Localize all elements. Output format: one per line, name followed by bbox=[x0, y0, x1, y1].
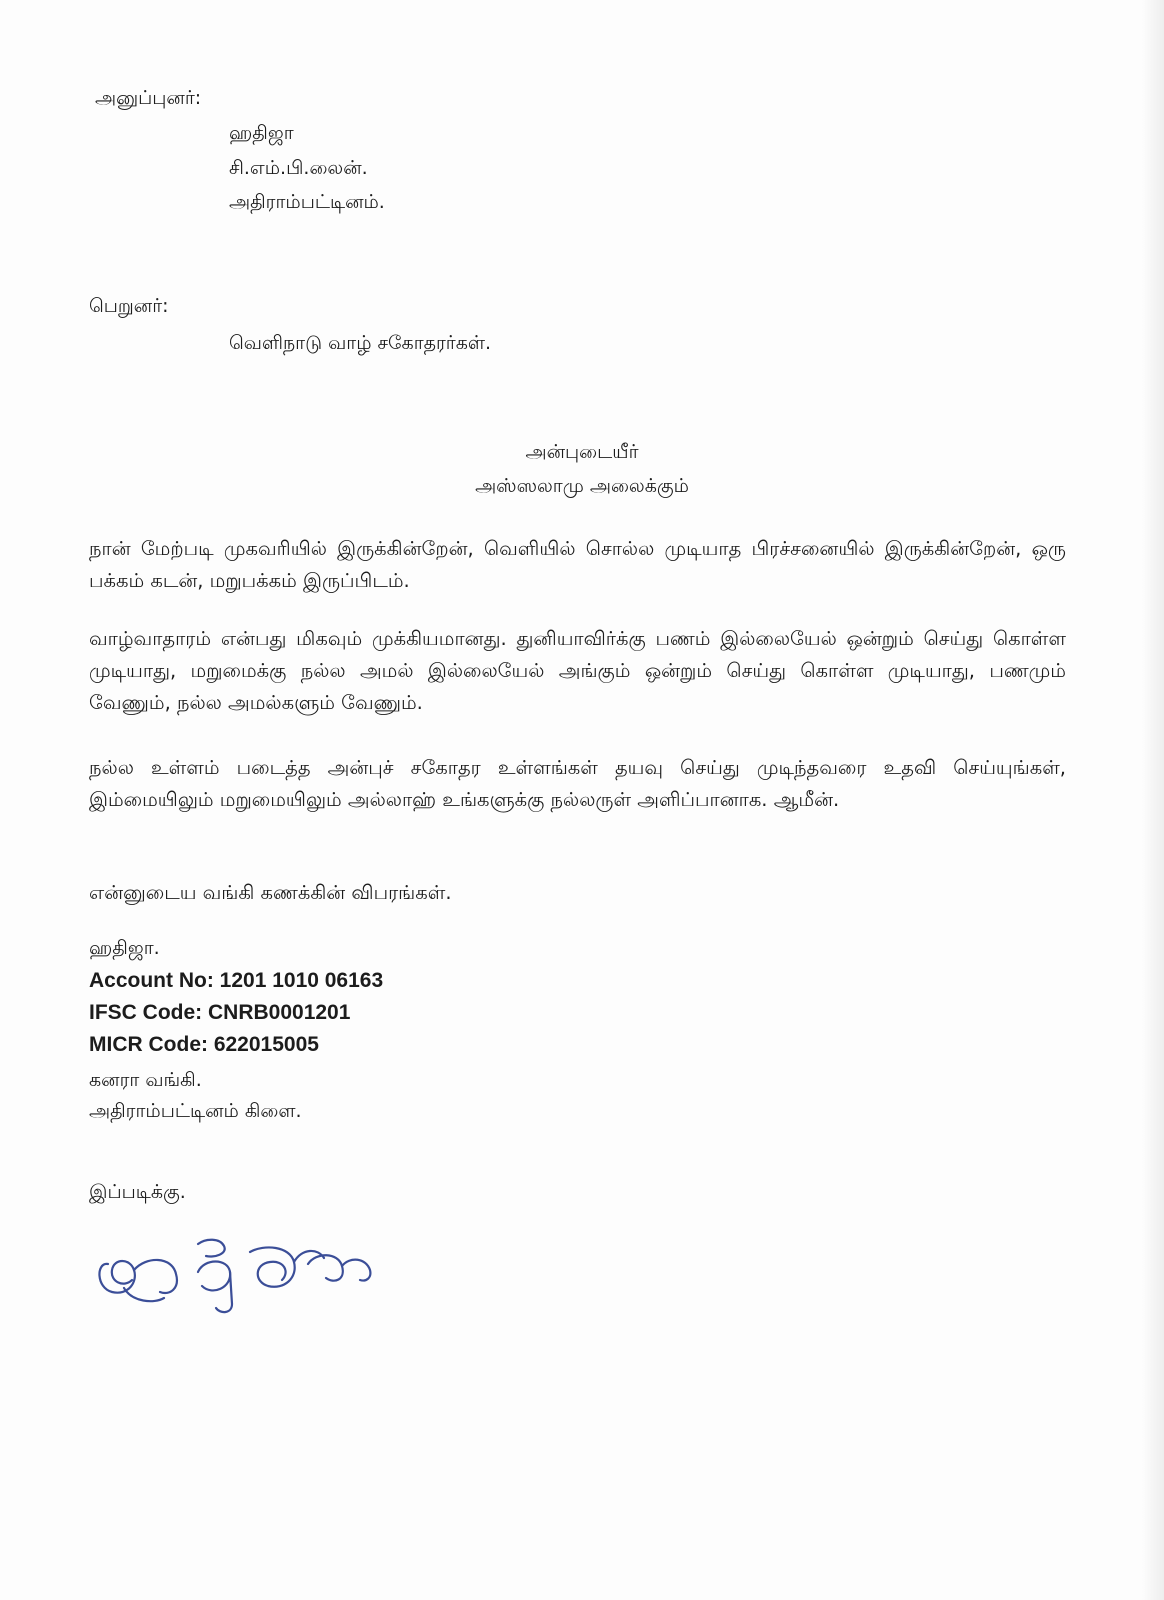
micr-code: MICR Code: 622015005 bbox=[89, 1033, 319, 1056]
sender-street: சி.எம்.பி.லைன். bbox=[229, 157, 368, 179]
body-paragraph-4: என்னுடைய வங்கி கணக்கின் விபரங்கள். bbox=[89, 881, 452, 904]
sender-name: ஹதிஜா bbox=[229, 122, 294, 144]
signature-stroke bbox=[342, 1260, 370, 1281]
recipient-label: பெறுனர்: bbox=[89, 295, 169, 317]
signature-stroke bbox=[216, 1272, 232, 1312]
body-paragraph-2: வாழ்வாதாரம் என்பது மிகவும் முக்கியமானது. துனியாவிர்க்கு பணம் இல்லையேல் ஒன்றும் செய்து கொள்ள முடியாது, மறுமைக்கு நல்ல அமல் இல்லையேல் அங்கும் ஒன்றும் செய்து கொள்ள முடியாது, பணமும் வேணும், நல்ல அமல்களும் வேணும். bbox=[89, 627, 1066, 714]
handwritten-signature bbox=[94, 1222, 384, 1322]
bank-branch: அதிராம்பட்டினம் கிளை. bbox=[89, 1100, 302, 1122]
page-edge-shadow bbox=[1142, 0, 1164, 1600]
sender-town: அதிராம்பட்டினம். bbox=[229, 191, 385, 213]
account-number: Account No: 1201 1010 06163 bbox=[89, 969, 384, 992]
greeting-line-1: அன்புடையீர் bbox=[525, 441, 639, 463]
signature-stroke bbox=[250, 1247, 295, 1286]
bank-name: கனரா வங்கி. bbox=[89, 1069, 202, 1091]
recipient-name: வெளிநாடு வாழ் சகோதரர்கள். bbox=[229, 332, 492, 354]
body-paragraph-1: நான் மேற்படி முகவரியில் இருக்கின்றேன், வெளியில் சொல்ல முடியாத பிரச்சனையில் இருக்கின்றேன், ஒரு பக்கம் கடன், மறுபக்கம் இருப்பிடம். bbox=[89, 537, 1066, 592]
signature-stroke bbox=[198, 1262, 230, 1291]
signature-stroke bbox=[308, 1255, 343, 1280]
greeting-line-2: அஸ்ஸலாமு அலைக்கும் bbox=[475, 475, 689, 497]
signature-stroke bbox=[124, 1288, 164, 1301]
sender-label: அனுப்புனர்: bbox=[95, 87, 202, 109]
closing-text: இப்படிக்கு. bbox=[89, 1181, 186, 1203]
signature-stroke bbox=[99, 1261, 134, 1293]
signature-stroke bbox=[134, 1260, 177, 1293]
account-holder: ஹதிஜா. bbox=[89, 937, 160, 959]
signature-stroke bbox=[198, 1240, 225, 1257]
signature-strokes bbox=[99, 1240, 370, 1312]
ifsc-code: IFSC Code: CNRB0001201 bbox=[89, 1001, 351, 1024]
body-paragraph-3: நல்ல உள்ளம் படைத்த அன்புச் சகோதர உள்ளங்கள் தயவு செய்து முடிந்தவரை உதவி செய்யுங்கள், இம்மையிலும் மறுமையிலும் அல்லாஹ் உங்களுக்கு நல்லருள் அளிப்பானாக. ஆமீன். bbox=[89, 756, 1066, 811]
